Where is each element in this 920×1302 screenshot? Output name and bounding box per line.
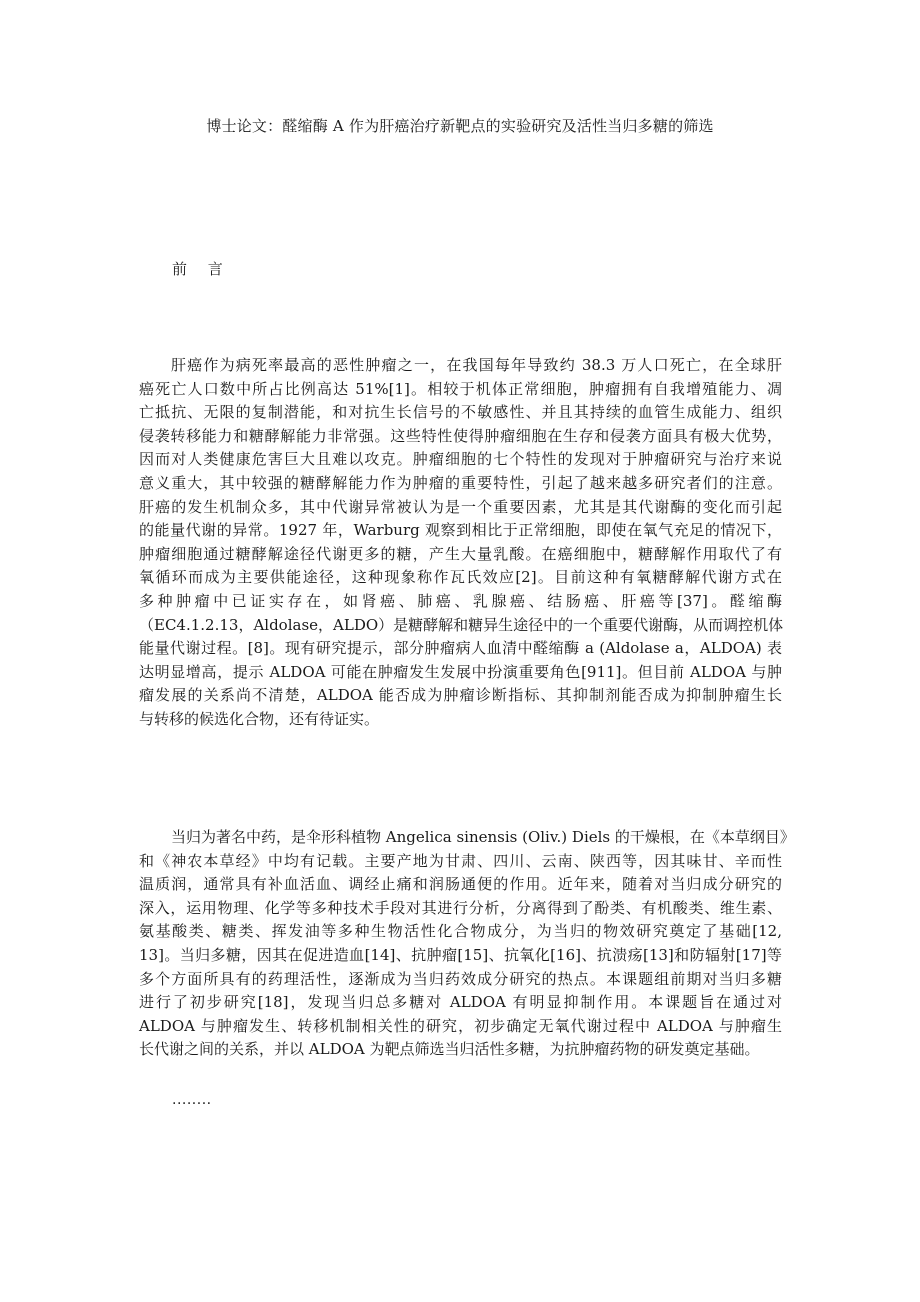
paragraph-line: 瘤发展的关系尚不清楚，ALDOA 能否成为肿瘤诊断指标、其抑制剂能否成为抑制肿瘤生长 [139, 686, 782, 705]
paragraph-line: 肝癌的发生机制众多，其中代谢异常被认为是一个重要因素，尤其是其代谢酶的变化而引起 [139, 497, 782, 516]
paragraph-line: 当归为著名中药，是伞形科植物 Angelica sinensis (Oliv.) Diels 的干燥根，在《本草纲目》 [171, 828, 795, 846]
paragraph-line: 因而对人类健康危害巨大且难以攻克。肿瘤细胞的七个特性的发现对于肿瘤研究与治疗来说 [139, 450, 782, 469]
document-title: 博士论文：醛缩酶 A 作为肝癌治疗新靶点的实验研究及活性当归多糖的筛选 [206, 117, 714, 135]
paragraph-line: 侵袭转移能力和糖酵解能力非常强。这些特性使得肿瘤细胞在生存和侵袭方面具有极大优势， [139, 426, 782, 445]
paragraph-line: 意义重大，其中较强的糖酵解能力作为肿瘤的重要特性，引起了越来越多研究者们的注意。 [139, 473, 782, 492]
paragraph-line: （EC4.1.2.13，Aldolase，ALDO）是糖酵解和糖异生途径中的一个重要代谢酶，从而调控机体 [139, 615, 784, 634]
section-heading-preface: 前 言 [172, 260, 231, 278]
paragraph-line: 13]。当归多糖，因其在促进造血[14]、抗肿瘤[15]、抗氧化[16]、抗溃疡[13]和防辐射[17]等 [139, 945, 782, 964]
paragraph-line: 氧循环而成为主要供能途径，这种现象称作瓦氏效应[2]。目前这种有氧糖酵解代谢方式在 [139, 568, 782, 587]
paragraph-line: ALDOA 与肿瘤发生、转移机制相关性的研究，初步确定无氧代谢过程中 ALDOA 与肿瘤生 [139, 1016, 782, 1035]
paragraph-line: 与转移的候选化合物，还有待证实。 [139, 709, 380, 728]
paragraph-line: 的能量代谢的异常。1927 年，Warburg 观察到相比于正常细胞，即使在氧气充足的情况下， [139, 521, 782, 540]
paragraph-line: 达明显增高，提示 ALDOA 可能在肿瘤发生发展中扮演重要角色[911]。但目前 ALDOA 与肿 [139, 662, 782, 681]
paragraph-line: 和《神农本草经》中均有记载。主要产地为甘肃、四川、云南、陕西等，因其味甘、辛而性 [139, 851, 782, 870]
paragraph-line: 温质润，通常具有补血活血、调经止痛和润肠通便的作用。近年来，随着对当归成分研究的 [139, 875, 782, 894]
paragraph-line: 多种肿瘤中已证实存在，如肾癌、肺癌、乳腺癌、结肠癌、肝癌等[37]。醛缩酶 [139, 591, 782, 610]
paragraph-line: 能量代谢过程。[8]。现有研究提示，部分肿瘤病人血清中醛缩酶 a (Aldolase a，ALDOA) 表 [139, 639, 782, 658]
paragraph-angelica [139, 826, 795, 1062]
paragraph-line: 肝癌作为病死率最高的恶性肿瘤之一，在我国每年导致约 38.3 万人口死亡，在全球肝 [171, 356, 782, 374]
paragraph-line: 氨基酸类、糖类、挥发油等多种生物活性化合物成分，为当归的物效研究奠定了基础[12, [139, 922, 782, 941]
continuation-ellipsis: ........ [172, 1092, 212, 1108]
paragraph-line: 亡抵抗、无限的复制潜能，和对抗生长信号的不敏感性、并且其持续的血管生成能力、组织 [139, 403, 782, 422]
paragraph-line: 长代谢之间的关系，并以 ALDOA 为靶点筛选当归活性多糖，为抗肿瘤药物的研发奠定基础。 [139, 1040, 760, 1059]
paragraph-line: 癌死亡人口数中所占比例高达 51%[1]。相较于机体正常细胞，肿瘤拥有自我增殖能力、凋 [139, 379, 782, 398]
paragraph-liver-cancer [139, 354, 782, 732]
paragraph-line: 进行了初步研究[18]，发现当归总多糖对 ALDOA 有明显抑制作用。本课题旨在通过对 [139, 993, 782, 1012]
paragraph-line: 多个方面所具有的药理活性，逐渐成为当归药效成分研究的热点。本课题组前期对当归多糖 [139, 969, 782, 988]
paragraph-line: 深入，运用物理、化学等多种技术手段对其进行分析，分离得到了酚类、有机酸类、维生素、 [139, 898, 782, 917]
paragraph-line: 肿瘤细胞通过糖酵解途径代谢更多的糖，产生大量乳酸。在癌细胞中，糖酵解作用取代了有 [139, 544, 782, 563]
